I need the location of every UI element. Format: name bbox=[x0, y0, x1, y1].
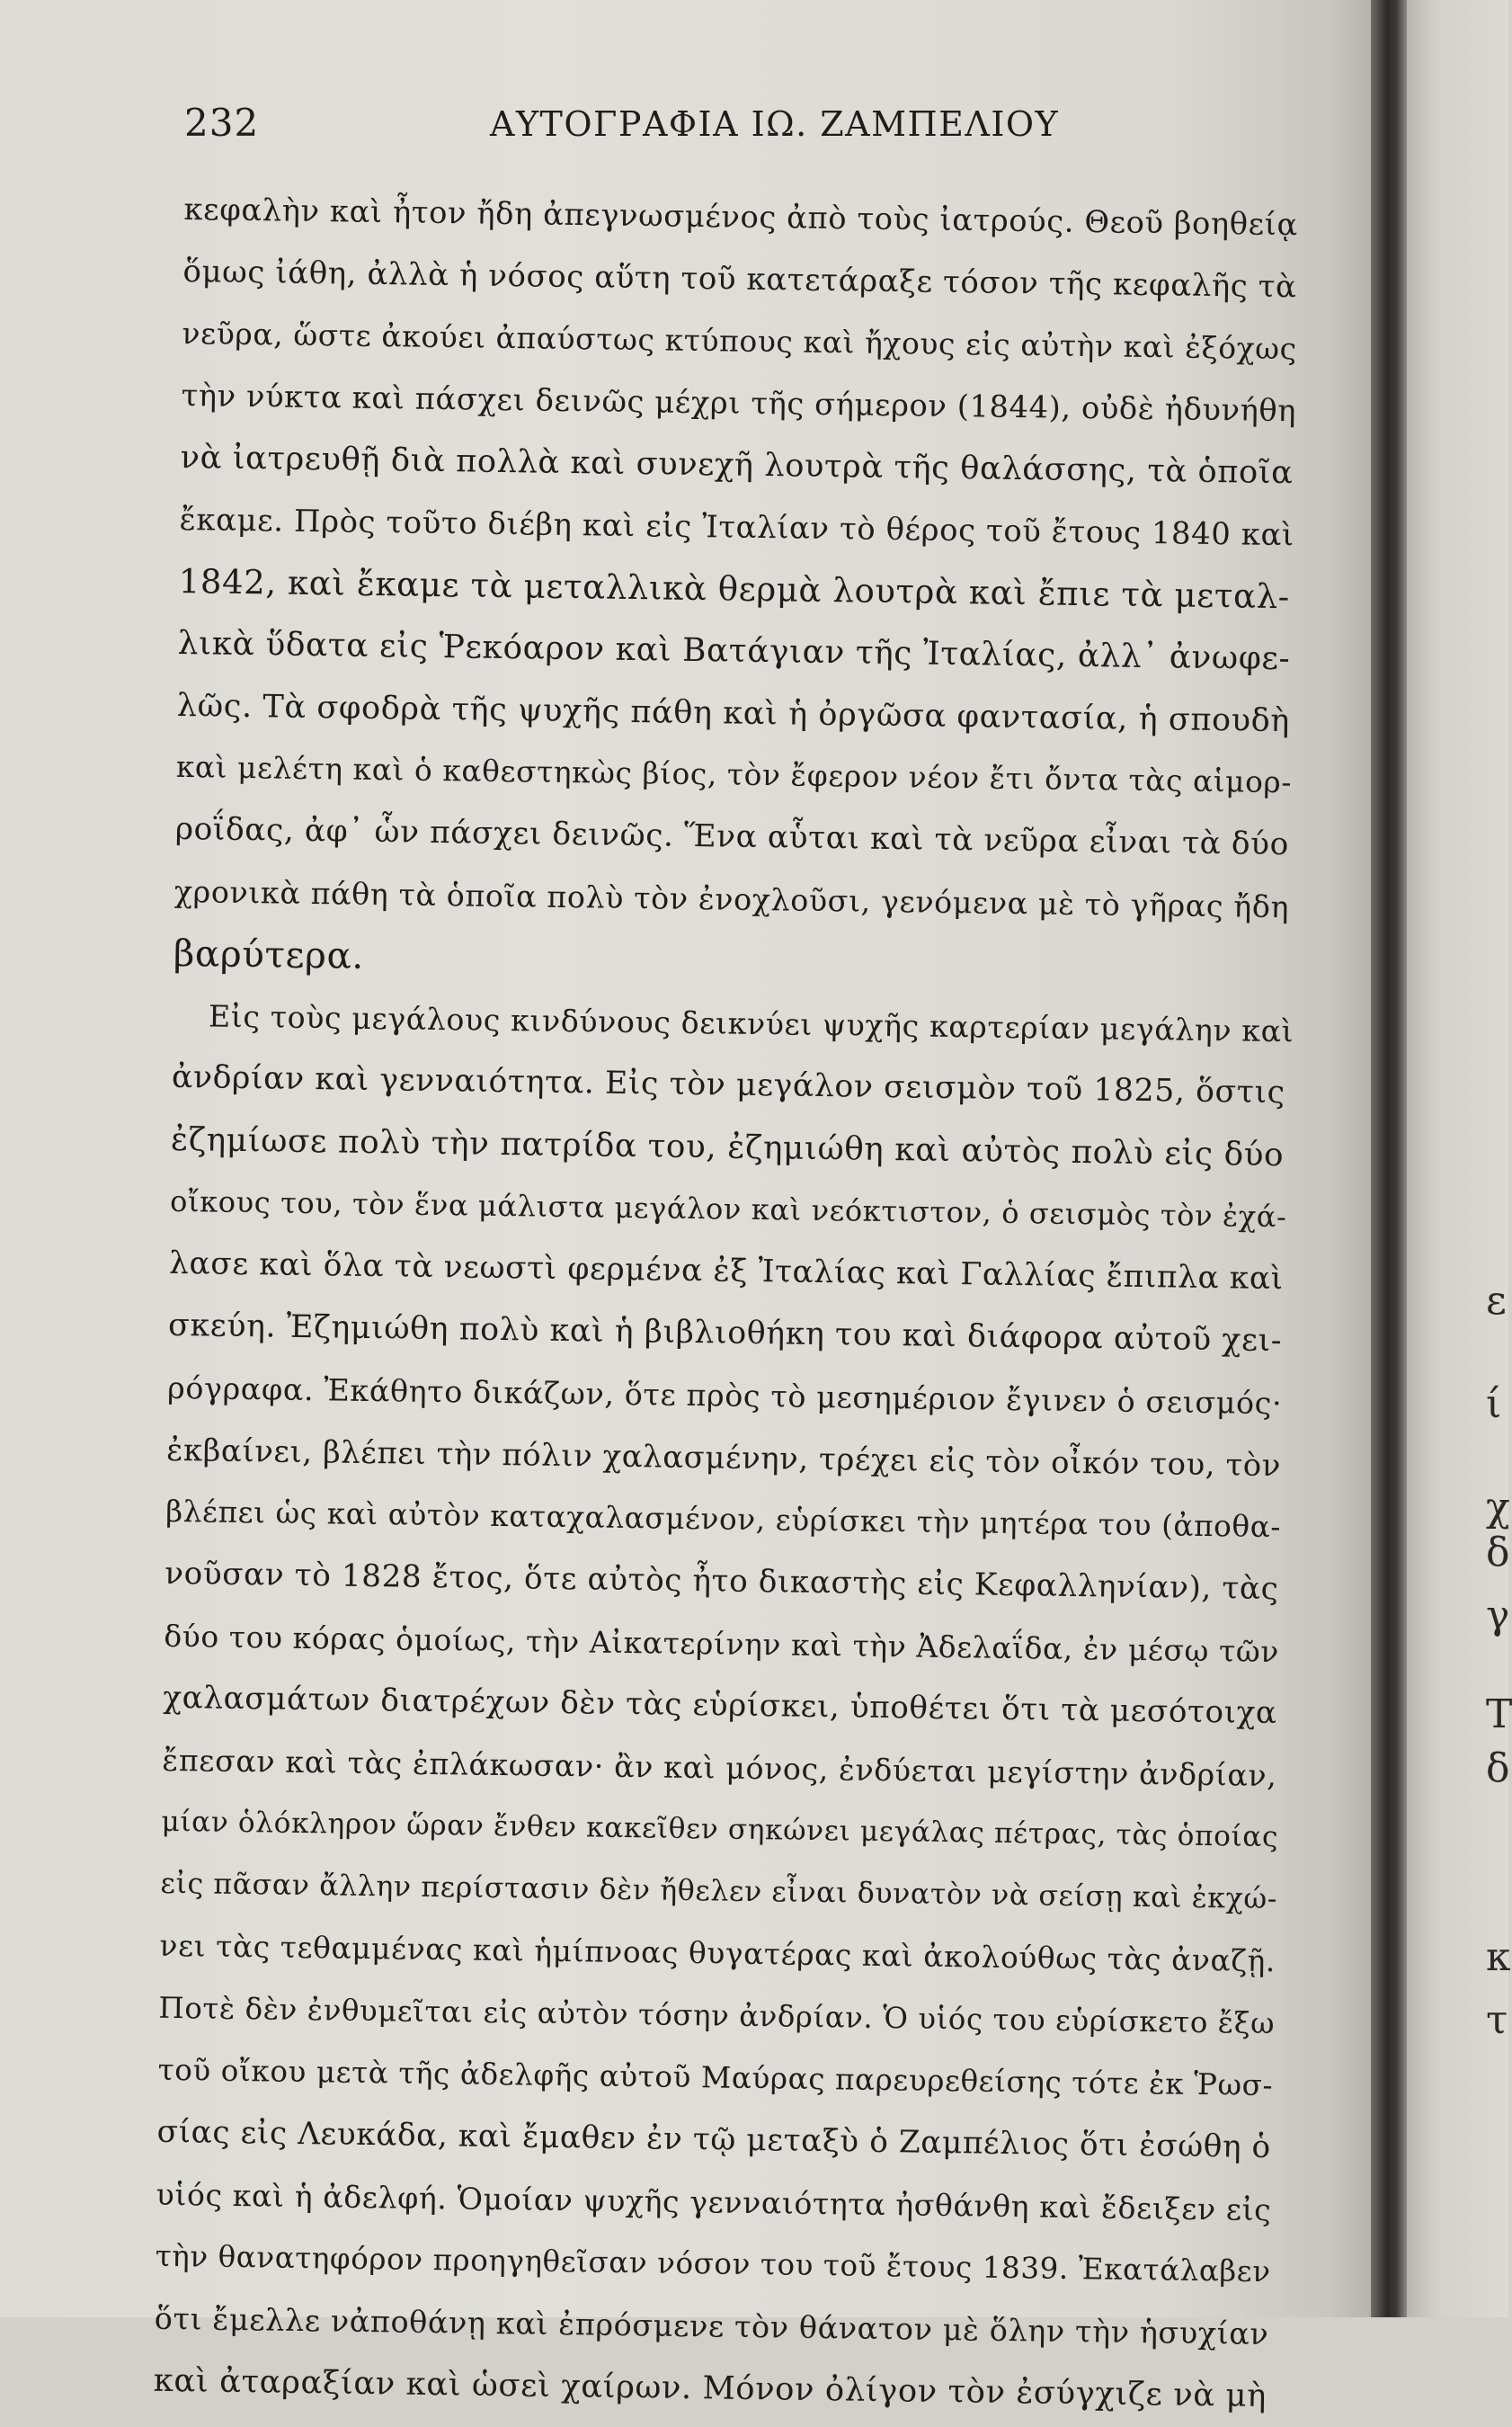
text-line: ὅτι ἔμελλε νἀποθάνῃ καὶ ἐπρόσμενε τὸν θάνατον μὲ ὅλην τὴν ἡσυχίαν bbox=[154, 2300, 1269, 2352]
text-line: εἰς πᾶσαν ἄλλην περίστασιν δὲν ἤθελεν εἶναι δυνατὸν νὰ σείσῃ καὶ ἐκχώ- bbox=[160, 1867, 1278, 1916]
text-line: ἔκαμε. Πρὸς τοῦτο διέβη καὶ εἰς Ἰταλίαν τὸ θέρος τοῦ ἔτους 1840 καὶ bbox=[179, 501, 1295, 553]
adjacent-page-letter: χ bbox=[1486, 1485, 1510, 1530]
text-line: λῶς. Τὰ σφοδρὰ τῆς ψυχῆς πάθη καὶ ἡ ὀργῶσα φαντασία, ἡ σπουδὴ bbox=[176, 686, 1291, 740]
text-line: Εἰς τοὺς μεγάλους κινδύνους δεικνύει ψυχῆς καρτερίαν μεγάλην καὶ bbox=[208, 998, 1294, 1049]
text-line: ἐκβαίνει, βλέπει τὴν πόλιν χαλασμένην, τρέχει εἰς τὸν οἶκόν του, τὸν bbox=[165, 1432, 1282, 1484]
text-line: καὶ μελέτη καὶ ὁ καθεστηκὼς βίος, τὸν ἔφερον νέον ἔτι ὄντα τὰς αἱμορ- bbox=[175, 749, 1293, 800]
text-line: καὶ ἀταραξίαν καὶ ὡσεὶ χαίρων. Μόνον ὀλίγον τὸν ἐσύγχιζε νὰ μὴ bbox=[153, 2361, 1267, 2415]
text-line: λικὰ ὕδατα εἰς Ῥεκόαρον καὶ Βατάγιαν τῆς Ἰταλίας, ἀλλ᾽ ἀνωφε- bbox=[177, 624, 1291, 678]
running-head: ΑΥΤΟΓΡΑΦΙΑ ΙΩ. ΖΑΜΠΕΛΙΟΥ bbox=[490, 104, 1060, 144]
text-line: ὅμως ἰάθη, ἀλλὰ ἡ νόσος αὕτη τοῦ κατετάραξε τόσον τῆς κεφαλῆς τὰ bbox=[182, 253, 1297, 305]
text-line: ἔπεσαν καὶ τὰς ἐπλάκωσαν· ἂν καὶ μόνος, ἐνδύεται μεγίστην ἀνδρίαν, bbox=[162, 1742, 1277, 1794]
text-line: οἴκους του, τὸν ἕνα μάλιστα μεγάλον καὶ νεόκτιστον, ὁ σεισμὸς τὸν ἐχά- bbox=[169, 1183, 1287, 1235]
adjacent-page-edge bbox=[1407, 0, 1512, 2317]
text-line: κεφαλὴν καὶ ἦτον ἤδη ἀπεγνωσμένος ἀπὸ τοὺς ἰατρούς. Θεοῦ βοηθείᾳ bbox=[183, 191, 1299, 243]
text-line: βλέπει ὡς καὶ αὐτὸν καταχαλασμένον, εὑρίσκει τὴν μητέρα του (ἀποθα- bbox=[165, 1494, 1282, 1545]
text-line: νοῦσαν τὸ 1828 ἔτος, ὅτε αὐτὸς ἦτο δικαστὴς εἰς Κεφαλληνίαν), τὰς bbox=[165, 1555, 1279, 1608]
text-line: μίαν ὁλόκληρον ὥραν ἔνθεν κακεῖθεν σηκώνει μεγάλας πέτρας, τὰς ὁποίας bbox=[161, 1805, 1279, 1854]
text-line: χαλασμάτων διατρέχων δὲν τὰς εὑρίσκει, ὑποθέτει ὅτι τὰ μεσότοιχα bbox=[163, 1679, 1277, 1732]
adjacent-page-letter: γ bbox=[1486, 1593, 1510, 1638]
text-line: 1842, καὶ ἔκαμε τὰ μεταλλικὰ θερμὰ λουτρὰ καὶ ἔπιε τὰ μεταλ- bbox=[178, 561, 1291, 617]
text-line: τὴν θανατηφόρον προηγηθεῖσαν νόσον του τοῦ ἔτους 1839. Ἐκατάλαβεν bbox=[155, 2238, 1271, 2289]
page-number: 232 bbox=[184, 101, 260, 145]
text-line: ρόγραφα. Ἐκάθητο δικάζων, ὅτε πρὸς τὸ μεσημέριον ἔγινεν ὁ σεισμός· bbox=[166, 1370, 1283, 1422]
text-line: νει τὰς τεθαμμένας καὶ ἡμίπνοας θυγατέρας καὶ ἀκολούθως τὰς ἀναζῇ. bbox=[159, 1928, 1276, 1979]
text-line: Ποτὲ δὲν ἐνθυμεῖται εἰς αὐτὸν τόσην ἀνδρίαν. Ὁ υἱός του εὑρίσκετο ἔξω bbox=[158, 1990, 1276, 2041]
text-line: ἐζημίωσε πολὺ τὴν πατρίδα του, ἐζημιώθη καὶ αὐτὸς πολὺ εἰς δύο bbox=[170, 1120, 1285, 1174]
text-line: νὰ ἰατρευθῇ διὰ πολλὰ καὶ συνεχῆ λουτρὰ τῆς θαλάσσης, τὰ ὁποῖα bbox=[180, 438, 1294, 492]
text-line: δύο του κόρας ὁμοίως, τὴν Αἰκατερίνην καὶ τὴν Ἀδελαΐδα, ἐν μέσῳ τῶν bbox=[164, 1618, 1280, 1670]
text-line: σίας εἰς Λευκάδα, καὶ ἔμαθεν ἐν τῷ μεταξὺ ὁ Ζαμπέλιος ὅτι ἐσώθη ὁ bbox=[156, 2113, 1272, 2166]
text-line: χρονικὰ πάθη τὰ ὁποῖα πολὺ τὸν ἐνοχλοῦσι, γενόμενα μὲ τὸ γῆρας ἤδη bbox=[173, 873, 1290, 925]
adjacent-page-letter: δ bbox=[1486, 1745, 1510, 1791]
text-line: τοῦ οἴκου μετὰ τῆς ἀδελφῆς αὐτοῦ Μαύρας παρευρεθείσης τότε ἐκ Ῥωσ- bbox=[157, 2052, 1274, 2103]
adjacent-page-letter: δ bbox=[1486, 1530, 1510, 1575]
text-line: λασε καὶ ὅλα τὰ νεωστὶ φερμένα ἐξ Ἰταλίας καὶ Γαλλίας ἔπιπλα καὶ bbox=[168, 1245, 1285, 1298]
adjacent-page-letter: κ bbox=[1486, 1934, 1511, 1980]
text-line: νεῦρα, ὥστε ἀκούει ἀπαύστως κτύπους καὶ ἤχους εἰς αὐτὴν καὶ ἐξόχως bbox=[182, 315, 1297, 367]
book-gutter bbox=[1371, 0, 1407, 2317]
text-line: υἱός καὶ ἡ ἀδελφή. Ὁμοίαν ψυχῆς γενναιότητα ἠσθάνθη καὶ ἔδειξεν εἰς bbox=[156, 2176, 1272, 2228]
adjacent-page-letter: Τ bbox=[1486, 1691, 1512, 1737]
text-line: τὴν νύκτα καὶ πάσχει δεινῶς μέχρι τῆς σήμερον (1844), οὐδὲ ἠδυνήθη bbox=[181, 377, 1297, 429]
text-line: ροΐδας, ἀφ᾽ ὧν πάσχει δεινῶς. Ἕνα αὗται καὶ τὰ νεῦρα εἶναι τὰ δύο bbox=[174, 810, 1290, 863]
body-text bbox=[153, 178, 1299, 2427]
text-line: σκεύη. Ἐζημιώθη πολὺ καὶ ἡ βιβλιοθήκη του καὶ διάφορα αὐτοῦ χει- bbox=[167, 1307, 1283, 1360]
adjacent-page-letter: ί bbox=[1486, 1381, 1502, 1427]
adjacent-page-letter: ε bbox=[1486, 1278, 1507, 1324]
text-line: βαρύτερα. bbox=[173, 931, 365, 977]
adjacent-page-letter: τ bbox=[1486, 1997, 1508, 2043]
text-line: ἀνδρίαν καὶ γενναιότητα. Εἰς τὸν μεγάλον σεισμὸν τοῦ 1825, ὅστις bbox=[171, 1058, 1285, 1111]
